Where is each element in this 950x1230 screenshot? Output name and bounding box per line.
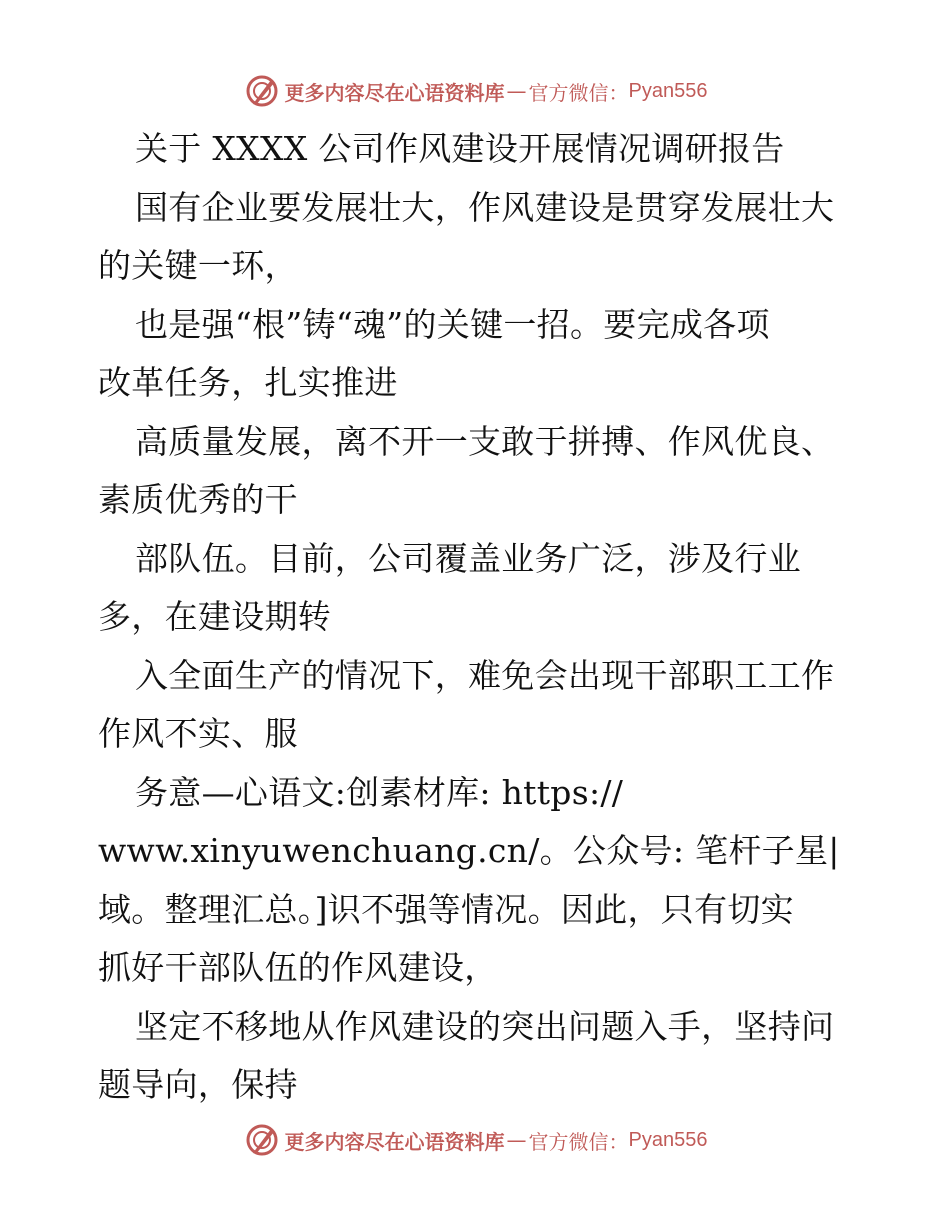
text-line: 入全面生产的情况下，难免会出现干部职工工作 bbox=[135, 655, 835, 695]
document-title: 关于 XXXX 公司作风建设开展情况调研报告 bbox=[135, 129, 785, 168]
banner-dash: — bbox=[506, 1128, 527, 1152]
text-line: 域。整理汇总。]识不强等情况。因此，只有切实 bbox=[98, 889, 794, 929]
text-line: 高质量发展，离不开一支敢于拼搏、作风优良、 bbox=[135, 421, 835, 461]
text-line: www.xinyuwenchuang.cn/。公众号: 笔杆子星| bbox=[98, 831, 840, 870]
banner-dash: — bbox=[506, 79, 527, 103]
text-line: 部队伍。目前，公司覆盖业务广泛，涉及行业 bbox=[135, 538, 801, 578]
banner-wechat-id: Pyan556 bbox=[628, 1128, 708, 1151]
banner-title: 更多内容尽在心语资料库 bbox=[284, 80, 505, 105]
banner-title: 更多内容尽在心语资料库 bbox=[284, 1129, 505, 1154]
pen-nib-logo-icon bbox=[243, 72, 281, 110]
text-line: 坚定不移地从作风建设的突出问题入手，坚持问 bbox=[135, 1006, 835, 1046]
text-line: 素质优秀的干 bbox=[98, 480, 298, 519]
text-line: 题导向，保持 bbox=[98, 1065, 298, 1104]
document-body bbox=[98, 120, 868, 1115]
banner-wechat-label: 官方微信： bbox=[528, 1129, 629, 1154]
header-banner bbox=[0, 68, 950, 114]
text-line: 的关键一环， bbox=[98, 246, 298, 285]
text-line: 务意—心语文:创素材库: https:// bbox=[135, 772, 624, 812]
text-line: 抓好干部队伍的作风建设， bbox=[98, 948, 498, 987]
text-line: 国有企业要发展壮大，作风建设是贯穿发展壮大 bbox=[135, 187, 835, 227]
text-line: 改革任务，扎实推进 bbox=[98, 363, 398, 402]
banner-wechat-label: 官方微信： bbox=[528, 80, 629, 105]
footer-banner bbox=[0, 1117, 950, 1163]
text-line: 作风不实、服 bbox=[98, 714, 298, 753]
pen-nib-logo-icon bbox=[243, 1121, 281, 1159]
banner-wechat-id: Pyan556 bbox=[628, 79, 708, 102]
text-line: 多，在建设期转 bbox=[98, 597, 332, 636]
text-line: 也是强“根”铸“魂”的关键一招。要完成各项 bbox=[135, 304, 770, 344]
